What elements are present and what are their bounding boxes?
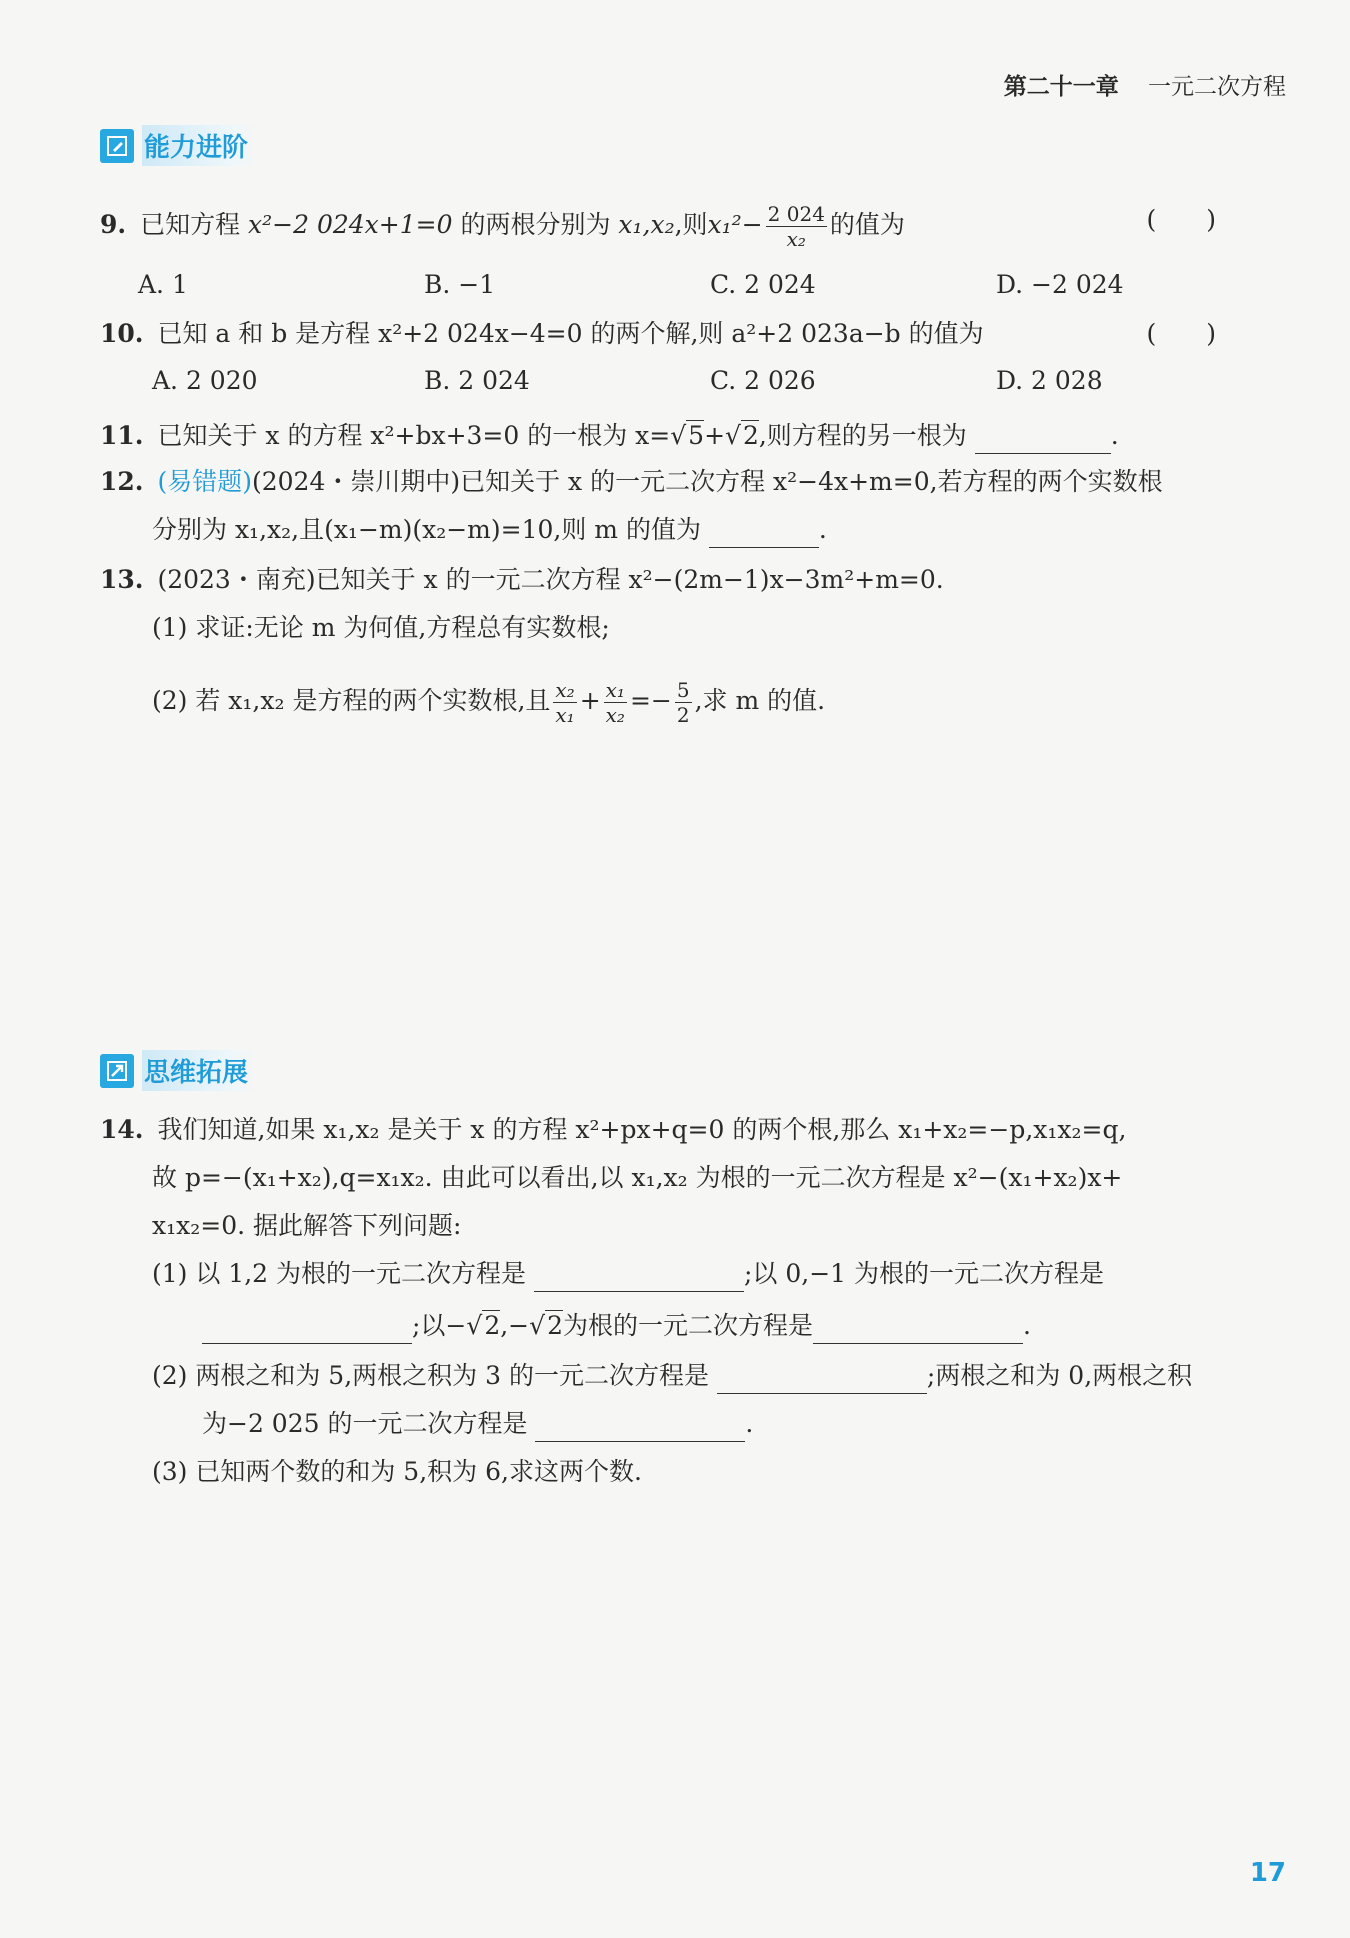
question-12-line2: 分别为 x₁,x₂,且(x₁−m)(x₂−m)=10,则 m 的值为 . bbox=[152, 512, 1286, 548]
mistake-prone-tag: (易错题) bbox=[157, 467, 252, 496]
answer-blank[interactable] bbox=[534, 1265, 744, 1292]
answer-blank[interactable] bbox=[709, 521, 819, 548]
question-14-line3: x₁x₂=0. 据此解答下列问题: bbox=[152, 1211, 462, 1240]
question-14-part1-line2: ;以−√2,−√2为根的一元二次方程是 . bbox=[202, 1308, 1286, 1344]
page-header bbox=[1004, 68, 1286, 101]
answer-blank[interactable] bbox=[202, 1317, 412, 1344]
option-d: D. −2 024 bbox=[996, 270, 1124, 299]
fraction: $\frac{5}{2}$ bbox=[676, 678, 690, 727]
section-heading-thinking bbox=[100, 1050, 256, 1091]
section-heading-ability bbox=[100, 125, 256, 166]
option-d: D. 2 028 bbox=[996, 366, 1103, 395]
question-14-part2-line2: 为−2 025 的一元二次方程是 . bbox=[202, 1406, 1286, 1442]
question-13-part1: (1) 求证:无论 m 为何值,方程总有实数根; bbox=[152, 613, 610, 642]
option-c: C. 2 024 bbox=[710, 270, 816, 299]
question-14-part1: (1) 以 1,2 为根的一元二次方程是 ;以 0,−1 为根的一元二次方程是 bbox=[152, 1256, 1286, 1292]
pencil-icon bbox=[100, 129, 134, 163]
option-b: B. 2 024 bbox=[424, 366, 530, 395]
chapter-number: 第二十一章 bbox=[1003, 74, 1119, 100]
question-14-part2: (2) 两根之和为 5,两根之积为 3 的一元二次方程是 ;两根之和为 0,两根之积 bbox=[152, 1358, 1286, 1394]
question-11: 11. 已知关于 x 的方程 x²+bx+3=0 的一根为 x=√5+√2,则方程的另一根为 . bbox=[100, 418, 1286, 454]
option-a: A. 1 bbox=[138, 270, 188, 299]
question-14: 14. 我们知道,如果 x₁,x₂ 是关于 x 的方程 x²+px+q=0 的两个根,那么 x₁+x₂=−p,x₁x₂=q, bbox=[100, 1115, 1127, 1144]
answer-blank[interactable] bbox=[975, 427, 1111, 454]
expand-icon bbox=[100, 1054, 134, 1088]
chapter-title: 一元二次方程 bbox=[1148, 74, 1286, 100]
answer-blank[interactable] bbox=[813, 1317, 1023, 1344]
question-13-part2: (2) 若 x₁,x₂ 是方程的两个实数根,且 $\frac{\text{x₂}}{\text{x₁}}$ + $\frac{\text{x₁}}{\text{x₂}}$ =− $\frac{5}{2}$ ,求 m 的值. bbox=[152, 678, 826, 727]
fraction: $\frac{2 024}{\text{x₂}}$ bbox=[767, 202, 825, 251]
option-c: C. 2 026 bbox=[710, 366, 816, 395]
fraction: $\frac{\text{x₂}}{\text{x₁}}$ bbox=[555, 678, 575, 727]
answer-blank[interactable] bbox=[535, 1415, 745, 1442]
section-title: 能力进阶 bbox=[142, 125, 256, 166]
question-10: 10. 已知 a 和 b 是方程 x²+2 024x−4=0 的两个解,则 a²+2 023a−b 的值为 ( ) bbox=[100, 316, 1286, 352]
question-13: 13. (2023・南充)已知关于 x 的一元二次方程 x²−(2m−1)x−3m²+m=0. bbox=[100, 565, 944, 594]
option-a: A. 2 020 bbox=[152, 366, 258, 395]
answer-parentheses: ( ) bbox=[1146, 205, 1216, 234]
section-title: 思维拓展 bbox=[142, 1050, 256, 1091]
question-9: 9. 已知方程 x²−2 024x+1=0 的两根分别为 x₁,x₂,则x₁²− $\frac{2 024}{\text{x₂}}$ 的值为 ( ) bbox=[100, 202, 1216, 251]
answer-parentheses: ( ) bbox=[1146, 319, 1216, 348]
question-12: 12. (易错题)(2024・崇川期中)已知关于 x 的一元二次方程 x²−4x+m=0,若方程的两个实数根 bbox=[100, 467, 1163, 496]
option-b: B. −1 bbox=[424, 270, 496, 299]
question-14-line2: 故 p=−(x₁+x₂),q=x₁x₂. 由此可以看出,以 x₁,x₂ 为根的一元二次方程是 x²−(x₁+x₂)x+ bbox=[152, 1163, 1123, 1192]
page-number: 17 bbox=[1249, 1858, 1286, 1888]
question-14-part3: (3) 已知两个数的和为 5,积为 6,求这两个数. bbox=[152, 1457, 642, 1486]
fraction: $\frac{\text{x₁}}{\text{x₂}}$ bbox=[605, 678, 625, 727]
answer-blank[interactable] bbox=[717, 1367, 927, 1394]
